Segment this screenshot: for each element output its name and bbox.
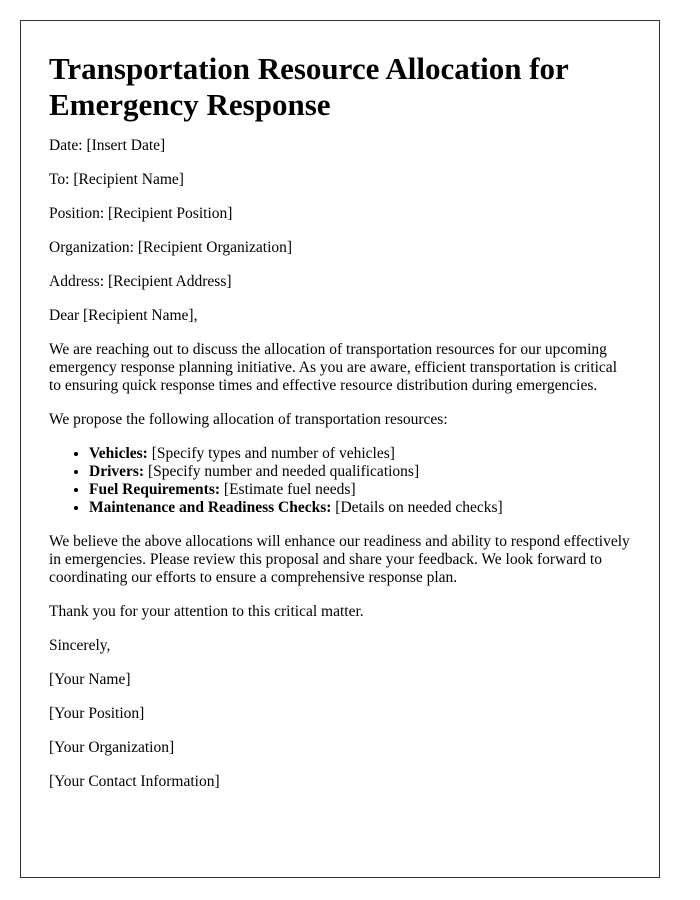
letter-title: Transportation Resource Allocation for Emergency Response <box>49 51 569 122</box>
date-line: Date: [Insert Date] <box>49 137 166 154</box>
allocation-label: Fuel Requirements: <box>89 481 221 498</box>
signature-organization: [Your Organization] <box>49 739 175 756</box>
recipient-organization-line: Organization: [Recipient Organization] <box>49 239 293 256</box>
signature-contact: [Your Contact Information] <box>49 773 220 790</box>
letter-page <box>20 20 660 878</box>
recipient-position-line: Position: [Recipient Position] <box>49 205 233 222</box>
allocation-label: Maintenance and Readiness Checks: <box>89 499 332 516</box>
recipient-name-line: To: [Recipient Name] <box>49 171 184 188</box>
allocation-detail: [Details on needed checks] <box>331 499 503 516</box>
proposal-lead: We propose the following allocation of transportation resources: <box>49 411 448 428</box>
thanks-line: Thank you for your attention to this critical matter. <box>49 603 364 620</box>
signature-name: [Your Name] <box>49 671 131 688</box>
list-item-drivers <box>89 463 631 481</box>
allocation-detail: [Specify number and needed qualifications] <box>144 463 420 480</box>
allocation-list <box>49 445 631 517</box>
allocation-label: Drivers: <box>89 463 145 480</box>
intro-paragraph: We are reaching out to discuss the allocation of transportation resources for our upcoming emergency response planning initiative. As you are aware, efficient transportation is critical to ensuring quick response times and effective resource distribution during emergencies. <box>49 341 617 394</box>
signoff: Sincerely, <box>49 637 111 654</box>
salutation: Dear [Recipient Name], <box>49 307 198 324</box>
recipient-address-line: Address: [Recipient Address] <box>49 273 232 290</box>
allocation-detail: [Specify types and number of vehicles] <box>147 445 395 462</box>
closing-paragraph: We believe the above allocations will enhance our readiness and ability to respond effectively in emergencies. Please review this proposal and share your feedback. We look forward to coordinating our efforts to ensure a comprehensive response plan. <box>49 533 630 586</box>
allocation-label: Vehicles: <box>89 445 148 462</box>
allocation-detail: [Estimate fuel needs] <box>220 481 356 498</box>
list-item-maintenance <box>89 499 631 517</box>
signature-position: [Your Position] <box>49 705 145 722</box>
list-item-vehicles <box>89 445 631 463</box>
list-item-fuel <box>89 481 631 499</box>
